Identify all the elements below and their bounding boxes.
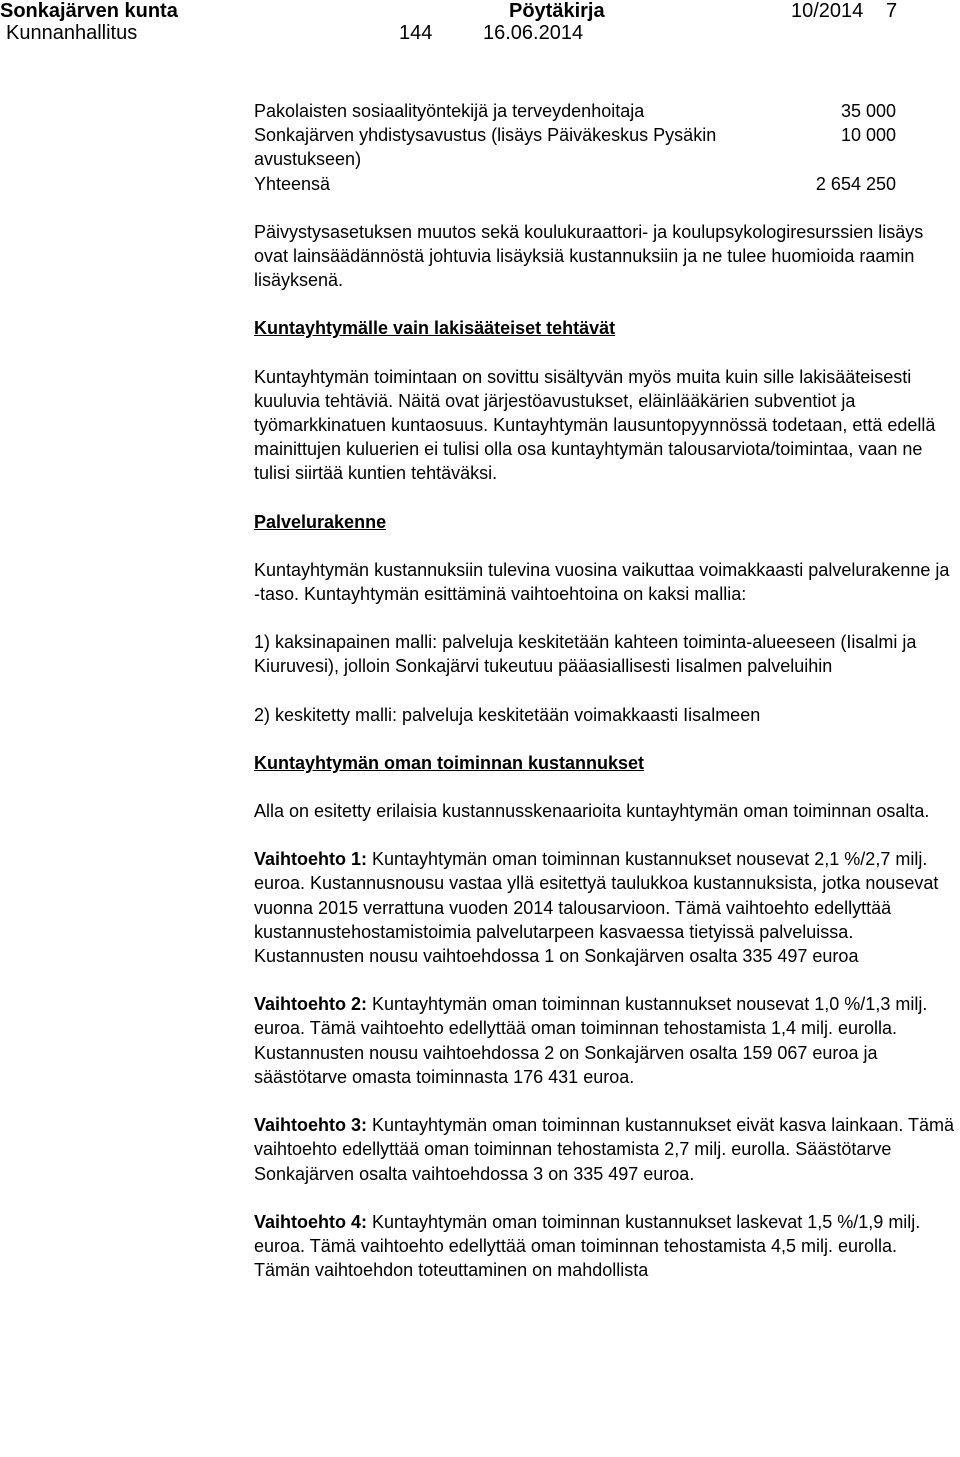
section-heading: Kuntayhtymän oman toiminnan kustannukset xyxy=(254,752,645,773)
budget-table xyxy=(254,99,896,196)
option-text: Kuntayhtymän oman toiminnan kustannukset eivät kasva lainkaan. Tämä vaihtoehto edellyttää oman toiminnan tehostamista 2,7 milj. eurolla. Säästötarve Sonkajärven osalta vaihtoehdossa 3 on 335 497 euroa. xyxy=(254,1115,955,1184)
option-label: Vaihtoehto 4: xyxy=(254,1211,368,1232)
option-paragraph xyxy=(254,1210,954,1283)
paragraph: Kuntayhtymän toimintaan on sovittu sisältyvän myös muita kuin sille lakisääteisesti kuuluvia tehtäviä. Näitä ovat järjestöavustukset, eläinlääkärien subventiot ja työmarkkinatuen kuntaosuus. Kuntayhtymän lausuntopyynnössä todetaan, että edellä mainittujen kuluerien ei tulisi olla osa kuntayhtymän talousarviota/toimintaa, vaan ne tulisi siirtää kuntien tehtäväksi. xyxy=(254,366,936,484)
section-heading: Kuntayhtymälle vain lakisääteiset tehtävät xyxy=(254,318,616,339)
budget-row xyxy=(254,123,896,171)
paragraph: Päivystysasetuksen muutos sekä koulukuraattori- ja koulupsykologiresurssien lisäys ovat lainsäädännöstä johtuvia lisäyksiä kustannuksiin ja ne tulee huomioida raamin lisäyksenä. xyxy=(254,221,924,291)
governing-body: Kunnanhallitus xyxy=(6,22,138,44)
budget-total-row xyxy=(254,172,896,196)
paragraph: Kuntayhtymän kustannuksiin tulevina vuosina vaikuttaa voimakkaasti palvelurakenne ja -taso. Kuntayhtymän esittäminä vaihtoehtoina on kaksi mallia: xyxy=(254,559,950,605)
section-heading: Palvelurakenne xyxy=(254,511,387,532)
option-paragraph xyxy=(254,847,954,968)
meeting-date: 16.06.2014 xyxy=(483,22,584,44)
option-label: Vaihtoehto 3: xyxy=(254,1115,368,1136)
page-number: 7 xyxy=(886,0,898,22)
budget-label: Yhteensä xyxy=(254,173,331,194)
budget-label: Sonkajärven yhdistysavustus (lisäys Päiväkeskus Pysäkin avustukseen) xyxy=(254,125,717,170)
document-type: Pöytäkirja xyxy=(509,0,605,22)
option-text: Kuntayhtymän oman toiminnan kustannukset nousevat 1,0 %/1,3 milj. euroa. Tämä vaihtoehto edellyttää oman toiminnan tehostamista 1,4 milj. eurolla. Kustannusten nousu vaihtoehdossa 2 on Sonkajärven osalta 159 067 euroa ja säästötarve omasta toiminnasta 176 431 euroa. xyxy=(254,994,928,1087)
budget-amount: 2 654 250 xyxy=(815,173,896,194)
budget-amount: 10 000 xyxy=(840,125,896,146)
budget-row xyxy=(254,99,896,123)
paragraph: Alla on esitetty erilaisia kustannusskenaarioita kuntayhtymän oman toiminnan osalta. xyxy=(254,801,930,822)
option-text: Kuntayhtymän oman toiminnan kustannukset nousevat 2,1 %/2,7 milj. euroa. Kustannusnousu vastaa yllä esitettyä taulukkoa kustannuksista, jotka nousevat vuonna 2015 verrattuna vuoden 2014 talousarvioon. Tämä vaihtoehto edellyttää kustannustehostamistoimia palvelutarpeen kasvaessa tietyissä palveluissa. Kustannusten nousu vaihtoehdossa 1 on Sonkajärven osalta 335 497 euroa xyxy=(254,849,939,967)
document-body xyxy=(254,99,954,1282)
budget-label: Pakolaisten sosiaalityöntekijä ja terveydenhoitaja xyxy=(254,101,645,121)
option-text: Kuntayhtymän oman toiminnan kustannukset laskevat 1,5 %/1,9 milj. euroa. Tämä vaihtoehto edellyttää oman toiminnan tehostamista 4,5 milj. eurolla. Tämän vaihtoehdon toteuttaminen on mahdollista xyxy=(254,1211,921,1281)
organization-name: Sonkajärven kunta xyxy=(0,0,178,22)
page-subheader xyxy=(0,22,960,46)
document-number: 10/2014 xyxy=(791,0,864,22)
option-label: Vaihtoehto 1: xyxy=(254,849,368,870)
section-number: 144 xyxy=(399,22,433,44)
option-paragraph xyxy=(254,1113,954,1186)
option-label: Vaihtoehto 2: xyxy=(254,994,368,1015)
option-paragraph xyxy=(254,992,954,1089)
paragraph: 2) keskitetty malli: palveluja keskitetään voimakkaasti Iisalmeen xyxy=(254,704,761,725)
budget-amount: 35 000 xyxy=(840,101,896,121)
paragraph: 1) kaksinapainen malli: palveluja keskitetään kahteen toiminta-alueeseen (Iisalmi ja Kiuruvesi), jolloin Sonkajärvi tukeutuu pääasiallisesti Iisalmen palveluihin xyxy=(254,632,917,677)
